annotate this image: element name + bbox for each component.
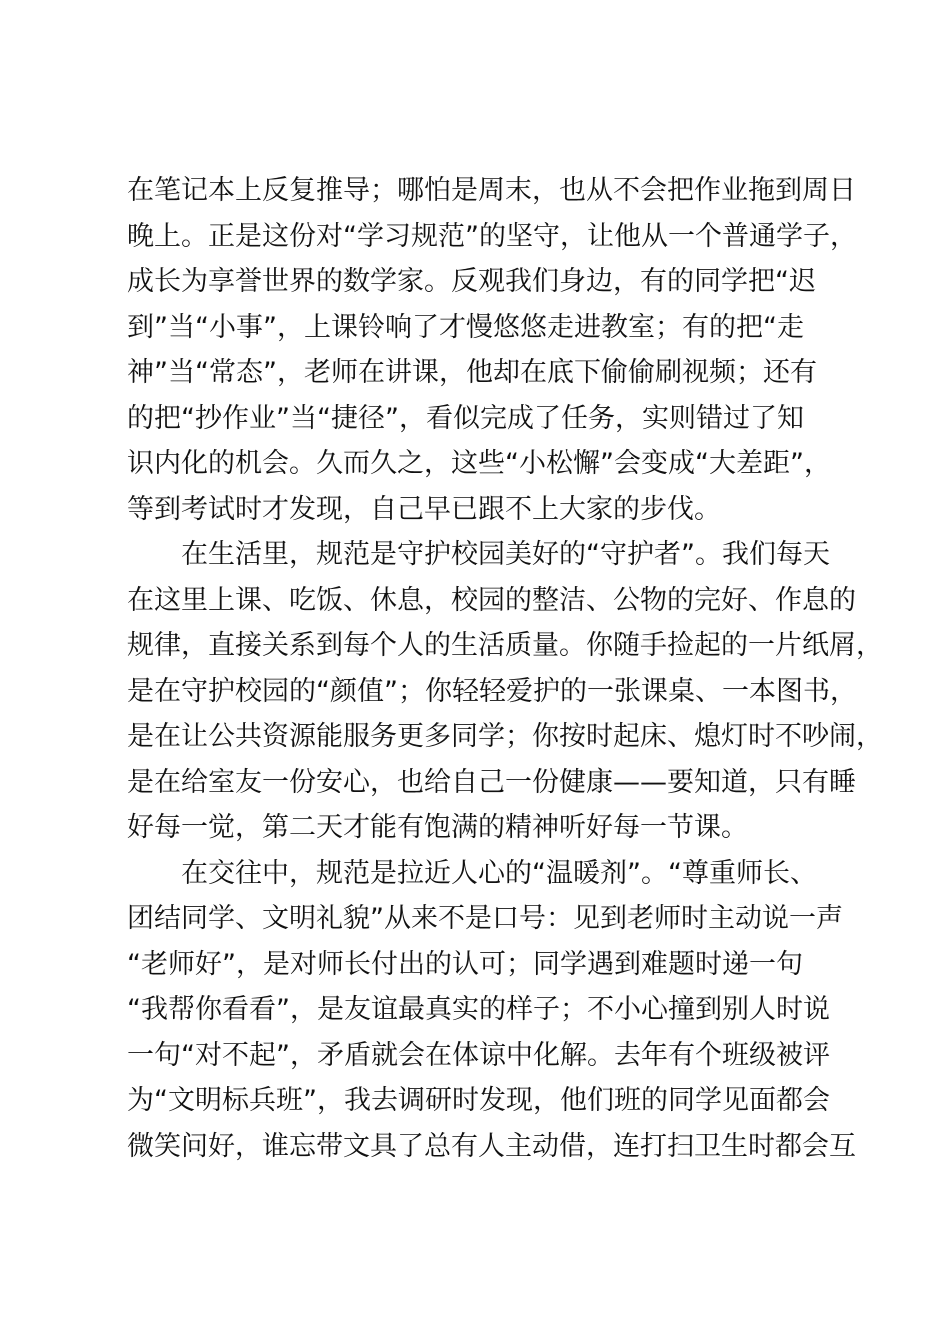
text-line: 神”当“常态”，老师在讲课，他却在底下偷偷刷视频；还有 <box>127 357 817 388</box>
text-line: 识内化的机会。久而久之，这些“小松懈”会变成“大差距”， <box>127 448 831 479</box>
text-line: 等到考试时才发现，自己早已跟不上大家的步伐。 <box>127 493 721 525</box>
text-line: 微笑问好，谁忘带文具了总有人主动借，连打扫卫生时都会互 <box>127 1130 856 1162</box>
text-line: 是在让公共资源能服务更多同学；你按时起床、熄灯时不吵闹， <box>127 721 883 752</box>
text-line: 为“文明标兵班”，我去调研时发现，他们班的同学见面都会 <box>127 1085 830 1116</box>
text-line: “我帮你看看”，是友谊最真实的样子；不小心撞到别人时说 <box>127 994 830 1025</box>
paragraph-start-line: 在交往中，规范是拉近人心的“温暖剂”。“尊重师长、 <box>181 857 817 889</box>
text-line: 晚上。正是这份对“学习规范”的坚守，让他从一个普通学子， <box>127 220 857 252</box>
text-line: 团结同学、文明礼貌”从来不是口号：见到老师时主动说一声 <box>127 903 843 934</box>
text-line: 的把“抄作业”当“捷径”，看似完成了任务，实则错过了知 <box>127 402 804 434</box>
text-line: 到”当“小事”，上课铃响了才慢悠悠走进教室；有的把“走 <box>127 311 804 343</box>
text-line: 在笔记本上反复推导；哪怕是周末，也从不会把作业拖到周日 <box>127 175 856 206</box>
text-line: 一句“对不起”，矛盾就会在体谅中化解。去年有个班级被评 <box>127 1039 830 1071</box>
text-line: 好每一觉，第二天才能有饱满的精神听好每一节课。 <box>127 812 748 843</box>
text-line: 是在守护校园的“颜值”；你轻轻爱护的一张课桌、一本图书， <box>127 675 857 707</box>
text-line: “老师好”，是对师长付出的认可；同学遇到难题时递一句 <box>127 948 803 980</box>
text-line: 是在给室友一份安心，也给自己一份健康——要知道，只有睡 <box>127 766 856 798</box>
body-text <box>127 168 883 1169</box>
text-line: 规律，直接关系到每个人的生活质量。你随手捡起的一片纸屑， <box>127 630 883 661</box>
text-line: 在这里上课、吃饭、休息，校园的整洁、公物的完好、作息的 <box>127 584 856 616</box>
paragraph-start-line: 在生活里，规范是守护校园美好的“守护者”。我们每天 <box>181 539 830 570</box>
text-line: 成长为享誉世界的数学家。反观我们身边，有的同学把“迟 <box>127 266 816 297</box>
